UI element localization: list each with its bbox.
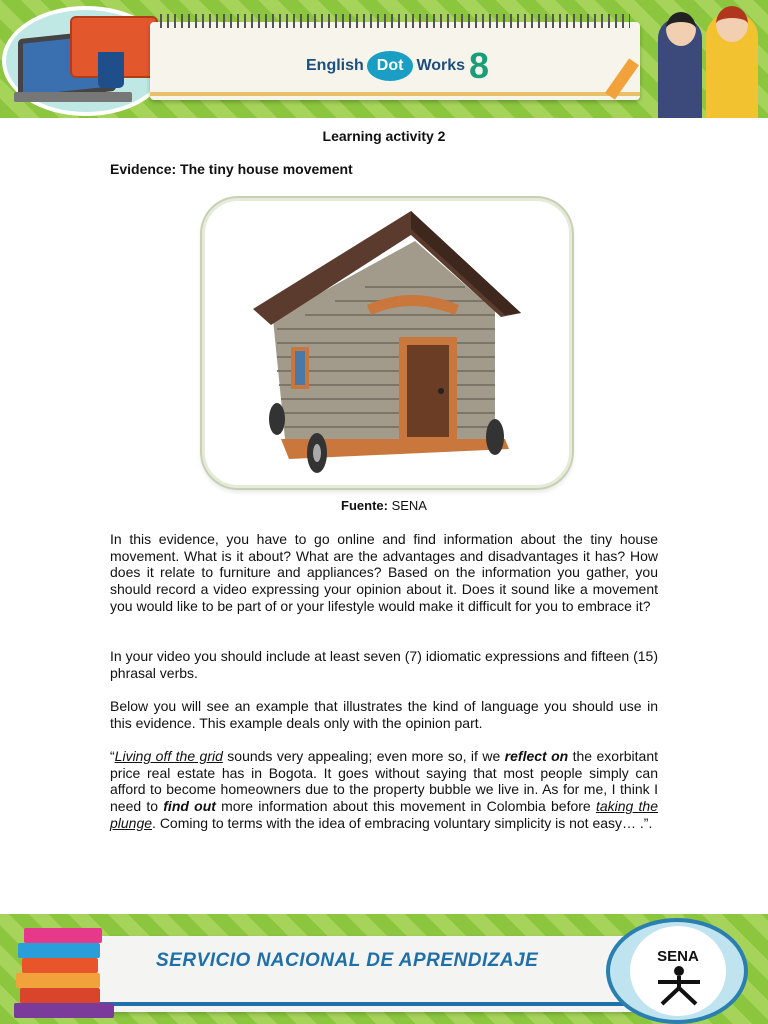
- student-boy-icon: [706, 14, 758, 118]
- source-label: Fuente:: [341, 498, 388, 513]
- open-quote: “: [110, 748, 115, 764]
- pencil-cup-icon: [98, 52, 124, 88]
- source-value: SENA: [387, 498, 427, 513]
- sena-person-icon: [654, 966, 704, 1006]
- example-text-4: . Coming to terms with the idea of embracing voluntary simplicity is not easy… .”.: [152, 814, 653, 831]
- laptop-base-icon: [14, 92, 132, 102]
- example-text-1: sounds very appealing; even more so, if we: [222, 748, 505, 764]
- example-intro-paragraph: Below you will see an example that illustrates the kind of language you should use in this evidence. This example deals only with the opinion part.: [110, 698, 658, 731]
- logo-word-works: Works: [416, 57, 466, 74]
- notebook-spiral: [160, 14, 630, 28]
- books-stack-icon: [12, 926, 120, 1022]
- idiom-living-off-the-grid: Living off the grid: [114, 748, 223, 764]
- instructions-paragraph: In this evidence, you have to go online and find information about the tiny house movement. What is it about? What are the advantages and disadvantages it has? How does it relate to furniture and appliances? Based on the information you gather, you should record a video expressing your opinion about it. Does it sound like a movement you would like to be part of or your lifestyle would make it difficult for you to embrace it?: [110, 531, 658, 614]
- phrasal-reflect-on: reflect on: [504, 748, 569, 764]
- idiom-taking-the-plunge: taking the plunge: [110, 798, 658, 831]
- header-banner: [0, 0, 768, 118]
- footer-bar: [92, 936, 632, 1012]
- image-source: [0, 498, 768, 513]
- requirements-paragraph: In your video you should include at least seven (7) idiomatic expressions and fifteen (15) phrasal verbs.: [110, 648, 658, 681]
- footer-bar-line: [92, 1002, 632, 1006]
- institution-name: SERVICIO NACIONAL DE APRENDIZAJE: [156, 950, 539, 971]
- tiny-house-on-wheels-icon: [205, 201, 569, 485]
- header-divider: [150, 92, 640, 96]
- english-dot-works-logo: [306, 46, 489, 86]
- students-illustration: [628, 0, 768, 118]
- example-paragraph: [110, 748, 658, 832]
- evidence-subtitle: Evidence: The tiny house movement: [110, 161, 353, 177]
- phrasal-find-out: find out: [163, 798, 216, 815]
- page-title: Learning activity 2: [322, 128, 446, 144]
- student-girl-icon: [658, 18, 702, 118]
- tiny-house-image: [202, 198, 572, 488]
- logo-word-dot: Dot: [367, 51, 414, 81]
- sena-logo-text: SENA: [657, 948, 699, 965]
- example-text-3: more information about this movement in Colombia before: [215, 798, 596, 815]
- logo-word-english: English: [306, 57, 364, 74]
- example-text-2: the exorbitant price real estate has in Bogota. It goes without saying that most people simply can afford to become homeowners due to the property bubble we live in. As for me, I think I need to: [110, 748, 658, 815]
- logo-number: 8: [469, 45, 490, 86]
